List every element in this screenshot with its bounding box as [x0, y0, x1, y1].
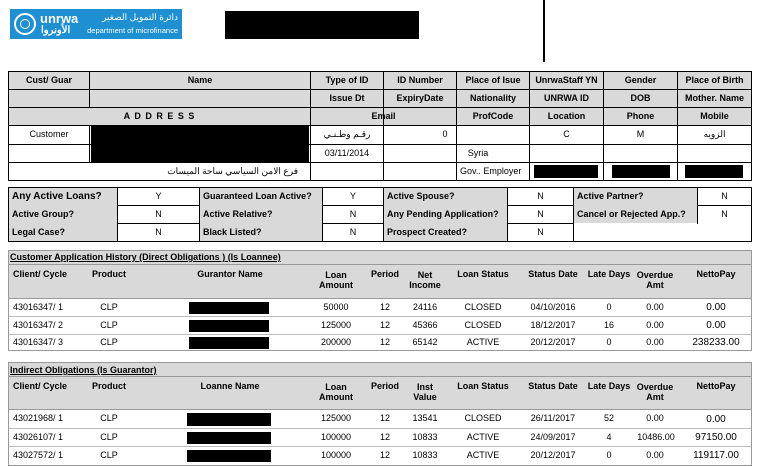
- flag-active-relative-label: Active Relative?: [203, 208, 273, 219]
- late-days: 0: [606, 301, 612, 312]
- flag-active-group-label: Active Group?: [12, 208, 75, 219]
- gender-value: M: [636, 129, 645, 140]
- col-phone: Phone: [626, 110, 655, 121]
- col-nationality: Nationality: [469, 92, 516, 103]
- col-place-of-birth: Place of Birth: [685, 74, 744, 85]
- table-row: [9, 335, 751, 350]
- col-mobile: Mobile: [700, 110, 729, 121]
- col-unrwa-id: UNRWA ID: [544, 92, 589, 103]
- indirect-h-overdue: Overdue Amt: [636, 382, 674, 402]
- loan-amount: 100000: [320, 431, 352, 442]
- redacted-phone: [612, 165, 670, 178]
- col-address: A D D R E S S: [123, 110, 196, 121]
- inst-value: 10833: [412, 431, 438, 442]
- direct-h-late-days: Late Days: [587, 269, 631, 280]
- overdue-amt: 0.00: [646, 319, 664, 330]
- status-date: 26/11/2017: [530, 413, 576, 424]
- netto-pay: 97150.00: [695, 432, 737, 443]
- nationality-value: Syria: [467, 147, 489, 158]
- client-cycle: 43016347/ 1: [13, 301, 64, 312]
- late-days: 4: [606, 431, 612, 442]
- logo-dept-en: department of microfinance: [87, 26, 178, 35]
- late-days: 52: [603, 413, 614, 424]
- customer-label: Customer: [29, 129, 69, 140]
- loan-status: ACTIVE: [466, 449, 500, 460]
- flag-black-listed-label: Black Listed?: [203, 226, 262, 237]
- flag-active-partner-label: Active Partner?: [577, 190, 644, 201]
- net-income: 65142: [412, 336, 438, 347]
- col-expiry-date: ExpiryDate: [396, 92, 444, 103]
- product: CLP: [100, 336, 118, 347]
- direct-h-netto: NettoPay: [696, 269, 736, 280]
- netto-pay: 238233.00: [692, 337, 740, 348]
- flag-legal-case-value: N: [155, 226, 162, 237]
- status-date: 18/12/2017: [530, 319, 576, 330]
- netto-pay: 119117.00: [693, 450, 739, 461]
- client-cycle: 43016347/ 2: [13, 319, 64, 330]
- flag-black-listed-value: N: [349, 226, 357, 237]
- unrwa-logo: [10, 9, 182, 39]
- col-gender: Gender: [624, 74, 657, 85]
- late-days: 0: [606, 336, 612, 347]
- indirect-h-period: Period: [370, 381, 399, 392]
- redacted-loanee: [187, 432, 271, 444]
- direct-h-overdue: Overdue Amt: [636, 270, 674, 290]
- period: 12: [379, 336, 390, 347]
- status-date: 24/09/2017: [530, 431, 576, 442]
- redacted-name: [91, 126, 309, 163]
- table-row: [9, 447, 751, 464]
- indirect-h-late-days: Late Days: [587, 381, 631, 392]
- direct-h-status: Loan Status: [457, 269, 509, 280]
- status-date: 20/12/2017: [530, 336, 576, 347]
- overdue-amt: 0.00: [646, 413, 664, 424]
- redacted-mobile: [685, 165, 743, 178]
- status-date: 20/12/2017: [530, 449, 576, 460]
- loan-status: ACTIVE: [466, 431, 500, 442]
- status-date: 04/10/2016: [530, 301, 576, 312]
- direct-h-loan-amount: Loan Amount: [319, 270, 353, 290]
- col-prof-code: ProfCode: [472, 110, 514, 121]
- indirect-h-person: Loanne Name: [200, 381, 260, 392]
- redacted-guarantor: [189, 302, 269, 314]
- flag-active-loans-label: Any Active Loans?: [12, 191, 102, 202]
- indirect-h-loan-amount: Loan Amount: [319, 382, 353, 402]
- logo-brand: unrwa: [40, 11, 79, 26]
- redacted-guarantor: [189, 337, 269, 349]
- direct-h-client-cycle: Client/ Cycle: [13, 269, 68, 280]
- client-cycle: 43026107/ 1: [13, 431, 64, 442]
- table-row: [9, 299, 751, 316]
- indirect-h-status-date: Status Date: [528, 381, 578, 392]
- col-place-of-issue: Place of Isue: [465, 74, 521, 85]
- net-income: 24116: [412, 301, 438, 312]
- location-value: C: [563, 129, 570, 140]
- redacted-loanee: [187, 450, 271, 462]
- indirect-h-income: Inst Value: [413, 382, 437, 402]
- table-row: [9, 410, 751, 428]
- direct-h-product: Product: [91, 269, 126, 280]
- netto-pay: 0.00: [706, 413, 726, 425]
- issue-date-value: 03/11/2014: [324, 147, 370, 158]
- type-of-id-value: رقـم وطـنـي: [323, 129, 371, 140]
- period: 12: [379, 301, 390, 312]
- loan-amount: 125000: [320, 413, 352, 424]
- place-of-birth-value: الزويه: [703, 129, 726, 140]
- period: 12: [379, 431, 390, 442]
- flag-cancel-rejected-label: Cancel or Rejected App.?: [577, 208, 686, 219]
- product: CLP: [100, 301, 118, 312]
- inst-value: 13541: [412, 413, 438, 424]
- period: 12: [379, 319, 390, 330]
- flag-cancel-rejected-value: N: [721, 208, 728, 219]
- gov-employer-label: Gov.. Employer: [460, 165, 522, 176]
- indirect-h-netto: NettoPay: [696, 381, 736, 392]
- col-type-of-id: Type of ID: [325, 74, 369, 85]
- redacted-header: [225, 11, 419, 39]
- indirect-h-client-cycle: Client/ Cycle: [13, 381, 68, 392]
- un-emblem-icon: [14, 13, 36, 35]
- product: CLP: [100, 449, 118, 460]
- direct-h-period: Period: [370, 269, 399, 280]
- netto-pay: 0.00: [706, 320, 726, 331]
- indirect-title: Indirect Obligations (Is Guarantor): [10, 365, 157, 375]
- client-cycle: 43027572/ 1: [13, 449, 64, 460]
- col-name: Name: [187, 74, 213, 85]
- loan-status: CLOSED: [464, 301, 502, 312]
- loan-amount: 200000: [320, 336, 352, 347]
- netto-pay: 0.00: [706, 302, 726, 313]
- product: CLP: [100, 413, 118, 424]
- col-id-number: ID Number: [397, 74, 443, 85]
- direct-h-income: Net Income: [409, 270, 441, 290]
- flag-active-spouse-label: Active Spouse?: [387, 190, 455, 201]
- flag-guaranteed-loan-label: Guaranteed Loan Active?: [203, 190, 312, 201]
- flag-active-partner-value: N: [721, 190, 728, 201]
- col-unrwa-staff: UnrwaStaff YN: [535, 74, 598, 85]
- indirect-h-status: Loan Status: [457, 381, 509, 392]
- col-mother-name: Mother. Name: [684, 92, 744, 103]
- flag-legal-case-label: Legal Case?: [12, 226, 66, 237]
- page-edge: [543, 0, 545, 62]
- flag-guaranteed-loan-value: Y: [349, 190, 356, 201]
- overdue-amt: 0.00: [646, 336, 664, 347]
- product: CLP: [100, 319, 118, 330]
- overdue-amt: 0.00: [646, 301, 664, 312]
- client-cycle: 43021968/ 1: [13, 413, 64, 424]
- id-number-value: 0: [442, 129, 448, 140]
- table-row: [9, 317, 751, 334]
- flag-active-group-value: N: [155, 208, 162, 219]
- direct-title: Customer Application History (Direct Obligations ) (Is Loannee): [10, 252, 281, 262]
- flag-active-relative-value: N: [349, 208, 357, 219]
- flag-pending-app-label: Any Pending Application?: [387, 208, 499, 219]
- flag-pending-app-value: N: [537, 208, 544, 219]
- late-days: 0: [606, 449, 612, 460]
- direct-h-person: Gurantor Name: [197, 269, 263, 280]
- period: 12: [379, 449, 390, 460]
- flag-prospect-created-value: N: [537, 226, 544, 237]
- overdue-amt: 0.00: [646, 449, 664, 460]
- address-value: فرع الامن السياسي ساحة الميسات: [167, 165, 298, 176]
- redacted-employer: [534, 165, 598, 178]
- indirect-h-product: Product: [91, 381, 126, 392]
- col-location: Location: [547, 110, 586, 121]
- col-dob: DOB: [630, 92, 651, 103]
- net-income: 45366: [412, 319, 438, 330]
- period: 12: [379, 413, 390, 424]
- flag-active-loans-value: Y: [155, 190, 162, 201]
- late-days: 16: [603, 319, 614, 330]
- loan-status: CLOSED: [464, 319, 502, 330]
- loan-amount: 125000: [320, 319, 352, 330]
- col-issue-dt: Issue Dt: [329, 92, 365, 103]
- overdue-amt: 10486.00: [637, 431, 675, 442]
- logo-brand-ar: الأونروا: [41, 25, 71, 36]
- inst-value: 10833: [412, 449, 438, 460]
- logo-dept-ar: دائرة التمويل الصغير: [102, 12, 178, 22]
- product: CLP: [100, 431, 118, 442]
- loan-status: CLOSED: [464, 413, 502, 424]
- redacted-loanee: [187, 413, 271, 426]
- flag-prospect-created-label: Prospect Created?: [387, 226, 468, 237]
- loan-amount: 50000: [323, 301, 349, 312]
- loan-status: ACTIVE: [466, 336, 500, 347]
- direct-h-status-date: Status Date: [528, 269, 578, 280]
- client-cycle: 43016347/ 3: [13, 336, 64, 347]
- redacted-guarantor: [189, 320, 269, 332]
- flag-active-spouse-value: N: [537, 190, 544, 201]
- col-cust-guar: Cust/ Guar: [25, 74, 72, 85]
- loan-amount: 100000: [320, 449, 352, 460]
- col-email: Email: [371, 110, 396, 121]
- table-row: [9, 429, 751, 446]
